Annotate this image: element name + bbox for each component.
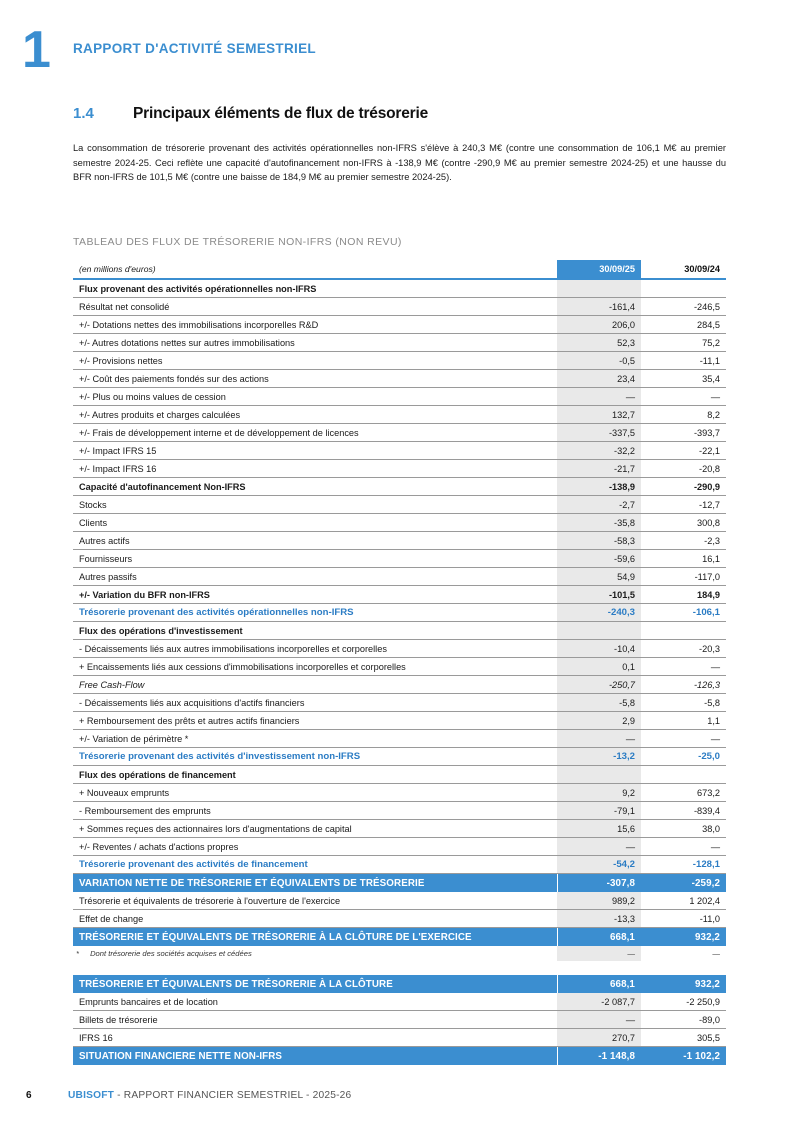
row-label: Fournisseurs [73,550,557,568]
row-value-current: — [557,946,641,961]
row-value-current: — [557,838,641,856]
footer-subtitle: - RAPPORT FINANCIER SEMESTRIEL - 2025-26 [114,1090,352,1101]
row-value-current: -5,8 [557,694,641,712]
row-value-current: 9,2 [557,784,641,802]
row-value-current: -21,7 [557,460,641,478]
row-label: Clients [73,514,557,532]
row-label: +/- Reventes / achats d'actions propres [73,838,557,856]
row-label: Autres actifs [73,532,557,550]
chapter-number: 1 [22,21,50,79]
row-label: +/- Variation de périmètre * [73,730,557,748]
page-footer [0,1090,799,1106]
row-label: +/- Impact IFRS 15 [73,442,557,460]
table-row [73,334,726,352]
row-value-previous: -128,1 [641,856,726,874]
row-value-previous: -5,8 [641,694,726,712]
chapter-title: RAPPORT D'ACTIVITÉ SEMESTRIEL [73,41,316,56]
row-value-previous [641,279,726,298]
section-paragraph: La consommation de trésorerie provenant des activités opérationnelles non-IFRS s'élève à 240,3 M€ (contre une consommation de 106,1 M€ au premier semestre 2024-25. Ceci reflète une capacité d'autofinancement non-IFRS à -138,9 M€ (contre -290,9 M€ au premier semestre 2024-25) et une hausse du BFR non-IFRS de 101,5 M€ (contre une baisse de 184,9 M€ au premier semestre 2024-25). [73,143,726,182]
row-value-current: -161,4 [557,298,641,316]
row-value-previous: -20,8 [641,460,726,478]
section-block [73,105,726,185]
table-row [73,975,726,993]
table-row [73,316,726,334]
table-row [73,766,726,784]
row-value-current: -2 087,7 [557,993,641,1011]
page-title: Principaux éléments de flux de trésorerie [133,105,429,122]
row-value-current: -307,8 [557,874,641,893]
row-value-current: -138,9 [557,478,641,496]
row-label: +/- Coût des paiements fondés sur des actions [73,370,557,388]
row-label: + Sommes reçues des actionnaires lors d'augmentations de capital [73,820,557,838]
cash-flow-table [73,260,726,961]
row-value-previous: -2,3 [641,532,726,550]
table-row [73,442,726,460]
row-value-previous: 184,9 [641,586,726,604]
section-number: 1.4 [73,105,94,122]
row-label: Flux des opérations d'investissement [73,622,557,640]
row-value-current: -1 148,8 [557,1047,641,1066]
row-value-current: -58,3 [557,532,641,550]
row-value-current: -337,5 [557,424,641,442]
table-row [73,514,726,532]
page-number: 6 [26,1090,32,1101]
row-value-previous: -126,3 [641,676,726,694]
table-row [73,460,726,478]
row-label: +/- Autres produits et charges calculées [73,406,557,424]
row-label: - Décaissements liés aux acquisitions d'actifs financiers [73,694,557,712]
row-value-current [557,766,641,784]
row-value-previous: -1 102,2 [641,1047,726,1066]
table-row [73,478,726,496]
row-value-previous: — [641,730,726,748]
table-row [73,568,726,586]
row-value-previous: 8,2 [641,406,726,424]
table-row [73,676,726,694]
table-row [73,586,726,604]
row-label: +/- Autres dotations nettes sur autres immobilisations [73,334,557,352]
row-value-previous: -2 250,9 [641,993,726,1011]
row-value-current: 132,7 [557,406,641,424]
row-value-current: 15,6 [557,820,641,838]
row-value-previous: — [641,388,726,406]
table-row [73,1047,726,1066]
row-value-previous: 38,0 [641,820,726,838]
row-label: Trésorerie provenant des activités d'investissement non-IFRS [73,748,557,766]
table-row [73,496,726,514]
row-value-previous [641,622,726,640]
row-label: Flux provenant des activités opérationnelles non-IFRS [73,279,557,298]
row-label: Billets de trésorerie [73,1011,557,1029]
chapter-header [0,21,799,79]
row-value-previous: 305,5 [641,1029,726,1047]
footnote-marker: * [76,949,82,958]
row-value-previous: 35,4 [641,370,726,388]
row-value-previous: — [641,658,726,676]
table-row [73,874,726,893]
row-value-current: — [557,730,641,748]
row-value-previous [641,766,726,784]
row-value-current [557,622,641,640]
row-value-previous: 932,2 [641,975,726,993]
table-row [73,748,726,766]
table-row [73,946,726,961]
table-row [73,622,726,640]
row-label: +/- Provisions nettes [73,352,557,370]
table-caption: TABLEAU DES FLUX DE TRÉSORERIE NON-IFRS (NON REVU) [73,236,402,248]
row-value-current: 668,1 [557,975,641,993]
table-row [73,694,726,712]
table-row [73,1011,726,1029]
table-row [73,604,726,622]
column-header-label: (en millions d'euros) [73,260,557,279]
row-value-current: -79,1 [557,802,641,820]
row-label: Résultat net consolidé [73,298,557,316]
row-label: - Remboursement des emprunts [73,802,557,820]
row-label: SITUATION FINANCIERE NETTE NON-IFRS [73,1047,557,1066]
row-label: Trésorerie provenant des activités opérationnelles non-IFRS [73,604,557,622]
row-value-previous: 1,1 [641,712,726,730]
row-value-current: — [557,388,641,406]
row-label: TRÉSORERIE ET ÉQUIVALENTS DE TRÉSORERIE À LA CLÔTURE DE L'EXERCICE [73,928,557,947]
row-label: VARIATION NETTE DE TRÉSORERIE ET ÉQUIVALENTS DE TRÉSORERIE [73,874,557,893]
row-label: +/- Frais de développement interne et de développement de licences [73,424,557,442]
table-row [73,370,726,388]
table-row [73,712,726,730]
row-value-previous: -839,4 [641,802,726,820]
row-label: +/- Impact IFRS 16 [73,460,557,478]
table-spacer [73,961,726,975]
table-row [73,820,726,838]
table-row [73,388,726,406]
table-row [73,298,726,316]
table-row [73,993,726,1011]
row-label: IFRS 16 [73,1029,557,1047]
row-value-previous: -20,3 [641,640,726,658]
table-row [73,352,726,370]
row-value-previous: -12,7 [641,496,726,514]
table-row [73,838,726,856]
row-value-current: -240,3 [557,604,641,622]
row-value-previous: -246,5 [641,298,726,316]
table-row [73,856,726,874]
row-label: Trésorerie provenant des activités de financement [73,856,557,874]
table-header-row [73,260,726,279]
footer-text [68,1090,351,1101]
row-label: +/- Plus ou moins values de cession [73,388,557,406]
row-value-previous: 284,5 [641,316,726,334]
row-value-previous: 300,8 [641,514,726,532]
table-row [73,1029,726,1047]
table-row [73,802,726,820]
row-value-previous: -106,1 [641,604,726,622]
row-label: +/- Variation du BFR non-IFRS [73,586,557,604]
row-value-previous: 1 202,4 [641,892,726,910]
table-row [73,892,726,910]
row-value-current: 270,7 [557,1029,641,1047]
cash-flow-table-block [73,236,726,1065]
table-row [73,658,726,676]
row-value-previous: -89,0 [641,1011,726,1029]
row-value-current: -0,5 [557,352,641,370]
row-value-previous: — [641,838,726,856]
row-value-previous: -259,2 [641,874,726,893]
row-label: Flux des opérations de financement [73,766,557,784]
column-header-period-previous: 30/09/24 [641,260,726,279]
row-label: TRÉSORERIE ET ÉQUIVALENTS DE TRÉSORERIE À LA CLÔTURE [73,975,557,993]
row-value-previous: -290,9 [641,478,726,496]
table-row [73,784,726,802]
row-value-previous: 75,2 [641,334,726,352]
row-value-current: 54,9 [557,568,641,586]
table-body-secondary [73,975,726,1065]
net-financial-position-table [73,975,726,1065]
table-row [73,640,726,658]
row-value-previous: -25,0 [641,748,726,766]
row-value-current: 0,1 [557,658,641,676]
row-label: + Nouveaux emprunts [73,784,557,802]
table-row [73,928,726,947]
row-value-previous: 673,2 [641,784,726,802]
row-value-current: 668,1 [557,928,641,947]
row-value-current: 206,0 [557,316,641,334]
row-label: - Décaissements liés aux autres immobilisations incorporelles et corporelles [73,640,557,658]
row-label: +/- Dotations nettes des immobilisations incorporelles R&D [73,316,557,334]
row-label: + Encaissements liés aux cessions d'immobilisations incorporelles et corporelles [73,658,557,676]
table-row [73,406,726,424]
row-value-current: 989,2 [557,892,641,910]
column-header-period-current: 30/09/25 [557,260,641,279]
row-value-current: 23,4 [557,370,641,388]
row-label: + Remboursement des prêts et autres actifs financiers [73,712,557,730]
row-value-current: -2,7 [557,496,641,514]
row-value-previous: -117,0 [641,568,726,586]
row-value-current: -250,7 [557,676,641,694]
row-label: Emprunts bancaires et de location [73,993,557,1011]
section-heading [73,105,726,123]
row-value-previous: -393,7 [641,424,726,442]
row-value-current: -13,3 [557,910,641,928]
row-value-current: -32,2 [557,442,641,460]
row-value-current: -101,5 [557,586,641,604]
table-row [73,910,726,928]
row-value-previous: — [712,949,720,958]
row-value-current: 2,9 [557,712,641,730]
row-value-current: -35,8 [557,514,641,532]
row-value-current: -10,4 [557,640,641,658]
table-row [73,279,726,298]
table-row [73,550,726,568]
table-body [73,279,726,961]
table-row [73,424,726,442]
row-label: Autres passifs [73,568,557,586]
row-label: Free Cash-Flow [73,676,557,694]
row-label: Stocks [73,496,557,514]
row-value-current: -59,6 [557,550,641,568]
row-value-current: -54,2 [557,856,641,874]
table-row [73,730,726,748]
row-value-current: -13,2 [557,748,641,766]
row-value-current: 52,3 [557,334,641,352]
table-row [73,532,726,550]
row-label: Capacité d'autofinancement Non-IFRS [73,478,557,496]
footer-brand: UBISOFT [68,1090,115,1101]
row-label: Trésorerie et équivalents de trésorerie à l'ouverture de l'exercice [73,892,557,910]
row-value-current: — [557,1011,641,1029]
row-value-previous: 932,2 [641,928,726,947]
row-value-previous: 16,1 [641,550,726,568]
row-value-previous: -11,1 [641,352,726,370]
row-label: * Dont trésorerie des sociétés acquises et cédées [76,949,252,958]
row-value-previous: -22,1 [641,442,726,460]
row-value-current [557,279,641,298]
row-label: Effet de change [73,910,557,928]
row-value-previous: -11,0 [641,910,726,928]
